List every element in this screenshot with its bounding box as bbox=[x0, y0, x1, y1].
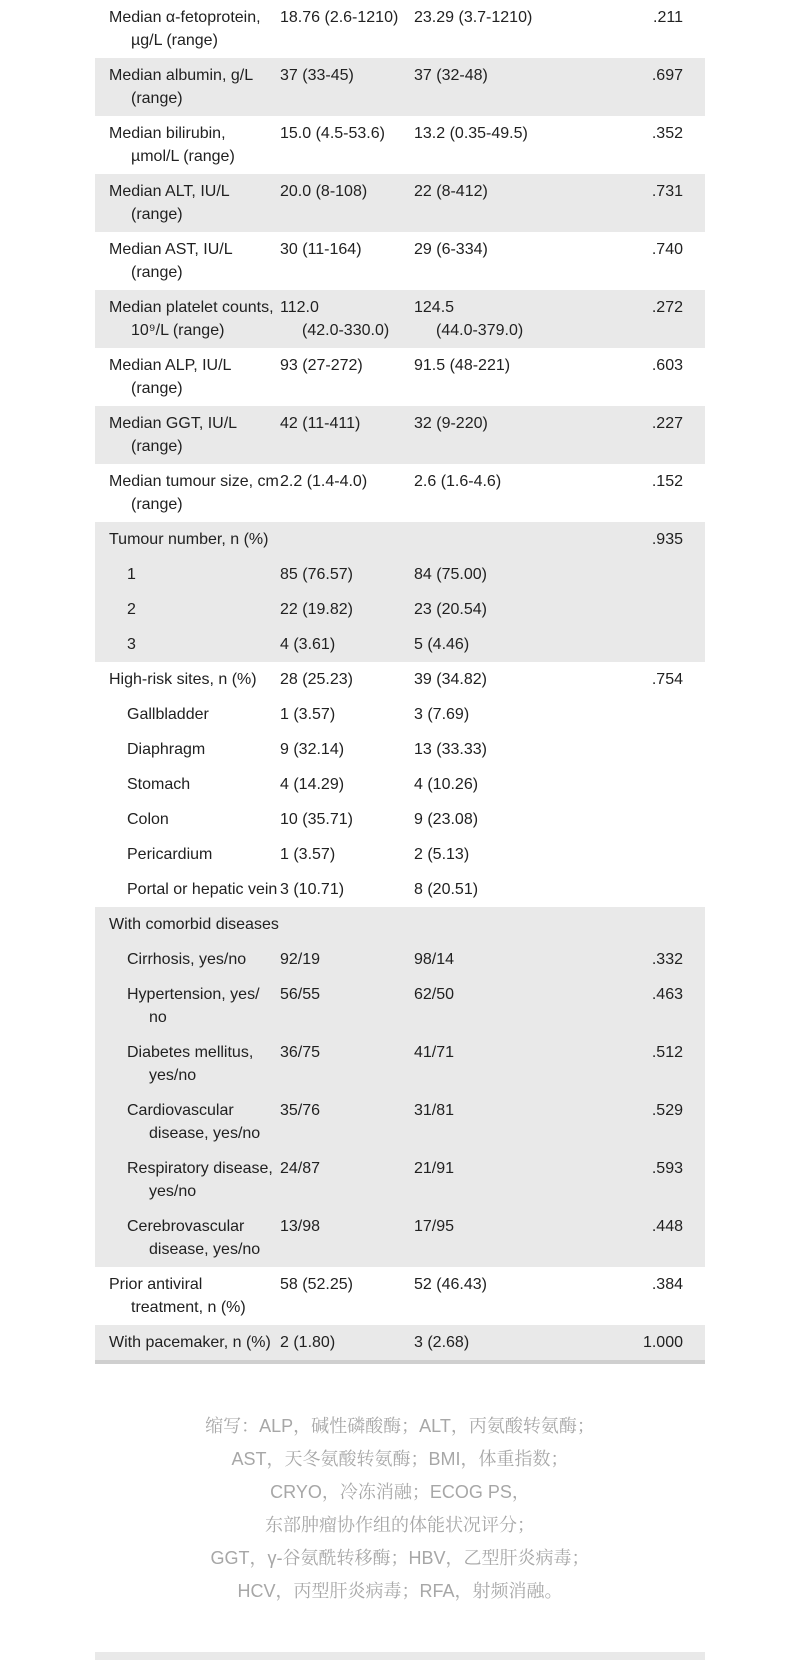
row-label: Diabetes mellitus, yes/no bbox=[127, 1044, 254, 1084]
table-row bbox=[95, 1267, 705, 1325]
row-label: Hypertension, yes/ no bbox=[127, 986, 260, 1026]
group2-value: 2 (5.13) bbox=[414, 846, 470, 863]
group1-value: 56/55 bbox=[280, 986, 321, 1003]
group2-value: 31/81 bbox=[414, 1102, 455, 1119]
group2-value: 52 (46.43) bbox=[414, 1276, 487, 1293]
table-row bbox=[95, 592, 705, 627]
group1-value: 112.0 (42.0-330.0) bbox=[280, 299, 390, 339]
row-label: 3 bbox=[127, 636, 136, 653]
group2-value: 21/91 bbox=[414, 1160, 455, 1177]
group1-value: 36/75 bbox=[280, 1044, 321, 1061]
row-label: With comorbid diseases bbox=[109, 916, 279, 933]
p-value: .593 bbox=[651, 1160, 683, 1177]
group2-value: 23 (20.54) bbox=[414, 601, 487, 618]
group2-value: 22 (8-412) bbox=[414, 183, 488, 200]
group2-value: 91.5 (48-221) bbox=[414, 357, 511, 374]
group2-value: 32 (9-220) bbox=[414, 415, 488, 432]
p-value: .384 bbox=[651, 1276, 683, 1293]
row-label: Colon bbox=[127, 811, 169, 828]
group2-value: 2.6 (1.6-4.6) bbox=[414, 473, 502, 490]
p-value: 1.000 bbox=[642, 1334, 683, 1351]
table-row bbox=[95, 837, 705, 872]
footnote-line: 东部肿瘤协作组的体能状况评分； bbox=[265, 1515, 535, 1535]
table-row bbox=[95, 662, 705, 697]
row-label: Respiratory disease, yes/no bbox=[127, 1160, 273, 1200]
next-table-row-strip bbox=[95, 1652, 705, 1660]
row-label: Median AST, IU/L (range) bbox=[109, 241, 233, 281]
group1-value: 35/76 bbox=[280, 1102, 321, 1119]
group1-value: 1 (3.57) bbox=[280, 846, 336, 863]
p-value: .697 bbox=[651, 67, 683, 84]
group2-value: 98/14 bbox=[414, 951, 455, 968]
group2-value: 3 (7.69) bbox=[414, 706, 470, 723]
group1-value: 37 (33-45) bbox=[280, 67, 354, 84]
p-value: .227 bbox=[651, 415, 683, 432]
group1-value: 4 (14.29) bbox=[280, 776, 345, 793]
group2-value: 9 (23.08) bbox=[414, 811, 479, 828]
abbreviations-footnote bbox=[0, 1410, 800, 1608]
table-row bbox=[95, 58, 705, 116]
group1-value: 18.76 (2.6-1210) bbox=[280, 9, 399, 26]
table-row bbox=[95, 1209, 705, 1267]
group2-value: 17/95 bbox=[414, 1218, 455, 1235]
row-label: 2 bbox=[127, 601, 136, 618]
group1-value: 93 (27-272) bbox=[280, 357, 363, 374]
table-row bbox=[95, 1093, 705, 1151]
p-value: .740 bbox=[651, 241, 683, 258]
row-label: Tumour number, n (%) bbox=[109, 531, 269, 548]
group1-value: 10 (35.71) bbox=[280, 811, 353, 828]
group2-value: 5 (4.46) bbox=[414, 636, 470, 653]
footnote-line: AST，天冬氨酸转氨酶；BMI，体重指数； bbox=[231, 1449, 569, 1469]
group2-value: 84 (75.00) bbox=[414, 566, 487, 583]
row-label: Median albumin, g/L (range) bbox=[109, 67, 254, 107]
group1-value: 22 (19.82) bbox=[280, 601, 353, 618]
table-row bbox=[95, 942, 705, 977]
row-label: Median tumour size, cm (range) bbox=[109, 473, 279, 513]
table-row bbox=[95, 290, 705, 348]
group2-value: 124.5 (44.0-379.0) bbox=[414, 299, 524, 339]
row-label: Cardiovascular disease, yes/no bbox=[127, 1102, 261, 1142]
row-label: Prior antiviral treatment, n (%) bbox=[109, 1276, 246, 1316]
group1-value: 2.2 (1.4-4.0) bbox=[280, 473, 368, 490]
group1-value: 42 (11-411) bbox=[280, 415, 361, 432]
p-value: .529 bbox=[651, 1102, 683, 1119]
p-value: .731 bbox=[651, 183, 683, 200]
row-label: Stomach bbox=[127, 776, 191, 793]
group1-value: 92/19 bbox=[280, 951, 321, 968]
group1-value: 13/98 bbox=[280, 1218, 321, 1235]
table-row bbox=[95, 907, 705, 942]
p-value: .463 bbox=[651, 986, 683, 1003]
row-label: Median ALT, IU/L (range) bbox=[109, 183, 230, 223]
table-row bbox=[95, 522, 705, 557]
p-value: .603 bbox=[651, 357, 683, 374]
table-row bbox=[95, 627, 705, 662]
group1-value: 9 (32.14) bbox=[280, 741, 345, 758]
p-value: .352 bbox=[651, 125, 683, 142]
row-label: Portal or hepatic vein bbox=[127, 881, 278, 898]
table-row bbox=[95, 732, 705, 767]
table-row bbox=[95, 116, 705, 174]
table-row bbox=[95, 767, 705, 802]
footnote-line: CRYO，冷冻消融；ECOG PS， bbox=[270, 1482, 530, 1502]
table-row bbox=[95, 174, 705, 232]
row-label: With pacemaker, n (%) bbox=[109, 1334, 271, 1351]
row-label: Gallbladder bbox=[127, 706, 209, 723]
group2-value: 8 (20.51) bbox=[414, 881, 479, 898]
group2-value: 29 (6-334) bbox=[414, 241, 488, 258]
footnote-line: HCV，丙型肝炎病毒；RFA，射频消融。 bbox=[237, 1581, 563, 1601]
group1-value: 3 (10.71) bbox=[280, 881, 345, 898]
row-label: Cirrhosis, yes/no bbox=[127, 951, 247, 968]
table-row bbox=[95, 0, 705, 58]
group2-value: 13.2 (0.35-49.5) bbox=[414, 125, 528, 142]
group1-value: 24/87 bbox=[280, 1160, 321, 1177]
group2-value: 3 (2.68) bbox=[414, 1334, 470, 1351]
table-row bbox=[95, 872, 705, 907]
p-value: .152 bbox=[651, 473, 683, 490]
group1-value: 15.0 (4.5-53.6) bbox=[280, 125, 385, 142]
row-label: Median platelet counts, 10⁹/L (range) bbox=[109, 299, 274, 339]
group2-value: 62/50 bbox=[414, 986, 455, 1003]
group2-value: 13 (33.33) bbox=[414, 741, 487, 758]
baseline-characteristics-table bbox=[95, 0, 705, 1364]
group2-value: 4 (10.26) bbox=[414, 776, 479, 793]
row-label: High-risk sites, n (%) bbox=[109, 671, 257, 688]
p-value: .448 bbox=[651, 1218, 683, 1235]
table-row bbox=[95, 232, 705, 290]
row-label: Median α-fetoprotein, µg/L (range) bbox=[109, 9, 261, 49]
table-row bbox=[95, 802, 705, 837]
table-row bbox=[95, 557, 705, 592]
group1-value: 85 (76.57) bbox=[280, 566, 353, 583]
group1-value: 2 (1.80) bbox=[280, 1334, 336, 1351]
table-row bbox=[95, 1035, 705, 1093]
p-value: .211 bbox=[653, 9, 683, 26]
row-label: Cerebrovascular disease, yes/no bbox=[127, 1218, 261, 1258]
group1-value: 30 (11-164) bbox=[280, 241, 362, 258]
row-label: Median GGT, IU/L (range) bbox=[109, 415, 238, 455]
group1-value: 20.0 (8-108) bbox=[280, 183, 368, 200]
group2-value: 23.29 (3.7-1210) bbox=[414, 9, 533, 26]
row-label: Diaphragm bbox=[127, 741, 206, 758]
row-label: Median bilirubin, µmol/L (range) bbox=[109, 125, 235, 165]
p-value: .935 bbox=[651, 531, 683, 548]
row-label: 1 bbox=[127, 566, 136, 583]
p-value: .512 bbox=[651, 1044, 683, 1061]
group1-value: 28 (25.23) bbox=[280, 671, 353, 688]
table-row bbox=[95, 464, 705, 522]
row-label: Median ALP, IU/L (range) bbox=[109, 357, 232, 397]
p-value: .272 bbox=[651, 299, 683, 316]
table-row bbox=[95, 977, 705, 1035]
table-row bbox=[95, 348, 705, 406]
group1-value: 1 (3.57) bbox=[280, 706, 336, 723]
table-row bbox=[95, 406, 705, 464]
group2-value: 37 (32-48) bbox=[414, 67, 488, 84]
footnote-line: 缩写：ALP，碱性磷酸酶；ALT，丙氨酸转氨酶； bbox=[205, 1416, 595, 1436]
p-value: .332 bbox=[651, 951, 683, 968]
table-row bbox=[95, 1325, 705, 1360]
p-value: .754 bbox=[651, 671, 683, 688]
footnote-line: GGT，γ-谷氨酰转移酶；HBV，乙型肝炎病毒； bbox=[210, 1548, 590, 1568]
group1-value: 58 (52.25) bbox=[280, 1276, 353, 1293]
group2-value: 41/71 bbox=[414, 1044, 455, 1061]
table-row bbox=[95, 697, 705, 732]
group2-value: 39 (34.82) bbox=[414, 671, 487, 688]
group1-value: 4 (3.61) bbox=[280, 636, 336, 653]
row-label: Pericardium bbox=[127, 846, 213, 863]
table-row bbox=[95, 1151, 705, 1209]
